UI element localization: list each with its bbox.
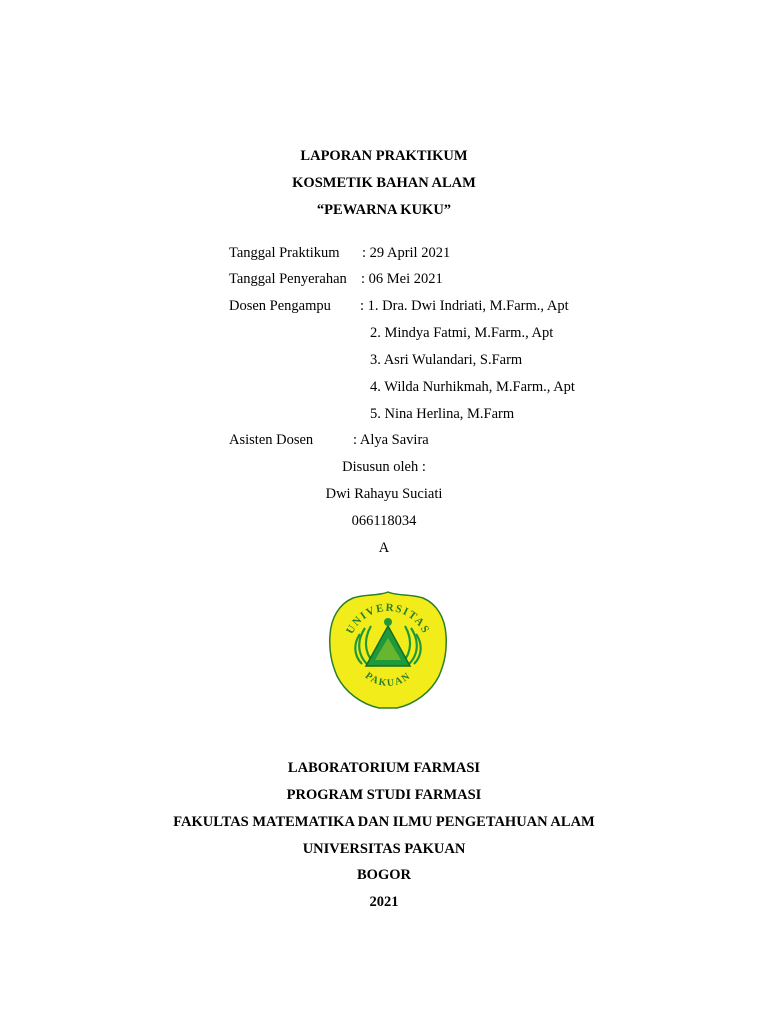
tanggal-penyerahan-value: : 06 Mei 2021 — [361, 271, 443, 287]
tanggal-praktikum-value: : 29 April 2021 — [362, 245, 451, 261]
logo-ring-text-bottom: PAKUAN — [362, 670, 414, 690]
dosen-item-1: : 1. Dra. Dwi Indriati, M.Farm., Apt — [360, 298, 569, 314]
report-title: LAPORAN PRAKTIKUM — [300, 148, 468, 164]
dosen-item-3: 3. Asri Wulandari, S.Farm — [370, 352, 523, 368]
university-logo-icon — [327, 590, 449, 710]
course-title: KOSMETIK BAHAN ALAM — [292, 175, 476, 191]
footer-city: BOGOR — [357, 867, 411, 883]
dosen-item-5: 5. Nina Herlina, M.Farm — [370, 406, 515, 422]
author-class: A — [378, 540, 390, 556]
author-name: Dwi Rahayu Suciati — [325, 486, 443, 502]
emblem-dot — [384, 618, 392, 626]
footer-year: 2021 — [369, 894, 399, 910]
footer-lab: LABORATORIUM FARMASI — [287, 760, 481, 776]
logo-ring-text-top: UNIVERSITAS — [344, 601, 432, 637]
disusun-oleh-label: Disusun oleh : — [342, 459, 426, 475]
footer-university: UNIVERSITAS PAKUAN — [302, 841, 466, 857]
footer-faculty: FAKULTAS MATEMATIKA DAN ILMU PENGETAHUAN ALAM — [173, 814, 595, 830]
tanggal-penyerahan-label: Tanggal Penyerahan — [229, 271, 347, 287]
footer-program: PROGRAM STUDI FARMASI — [286, 787, 482, 803]
tanggal-praktikum-label: Tanggal Praktikum — [229, 245, 340, 261]
asisten-dosen-value: : Alya Savira — [353, 432, 429, 448]
dosen-item-2: 2. Mindya Fatmi, M.Farm., Apt — [370, 325, 554, 341]
topic-title: “PEWARNA KUKU” — [316, 202, 452, 218]
author-npm: 066118034 — [351, 513, 417, 529]
dosen-pengampu-label: Dosen Pengampu — [229, 298, 331, 314]
asisten-dosen-label: Asisten Dosen — [229, 432, 314, 448]
dosen-item-4: 4. Wilda Nurhikmah, M.Farm., Apt — [370, 379, 575, 395]
